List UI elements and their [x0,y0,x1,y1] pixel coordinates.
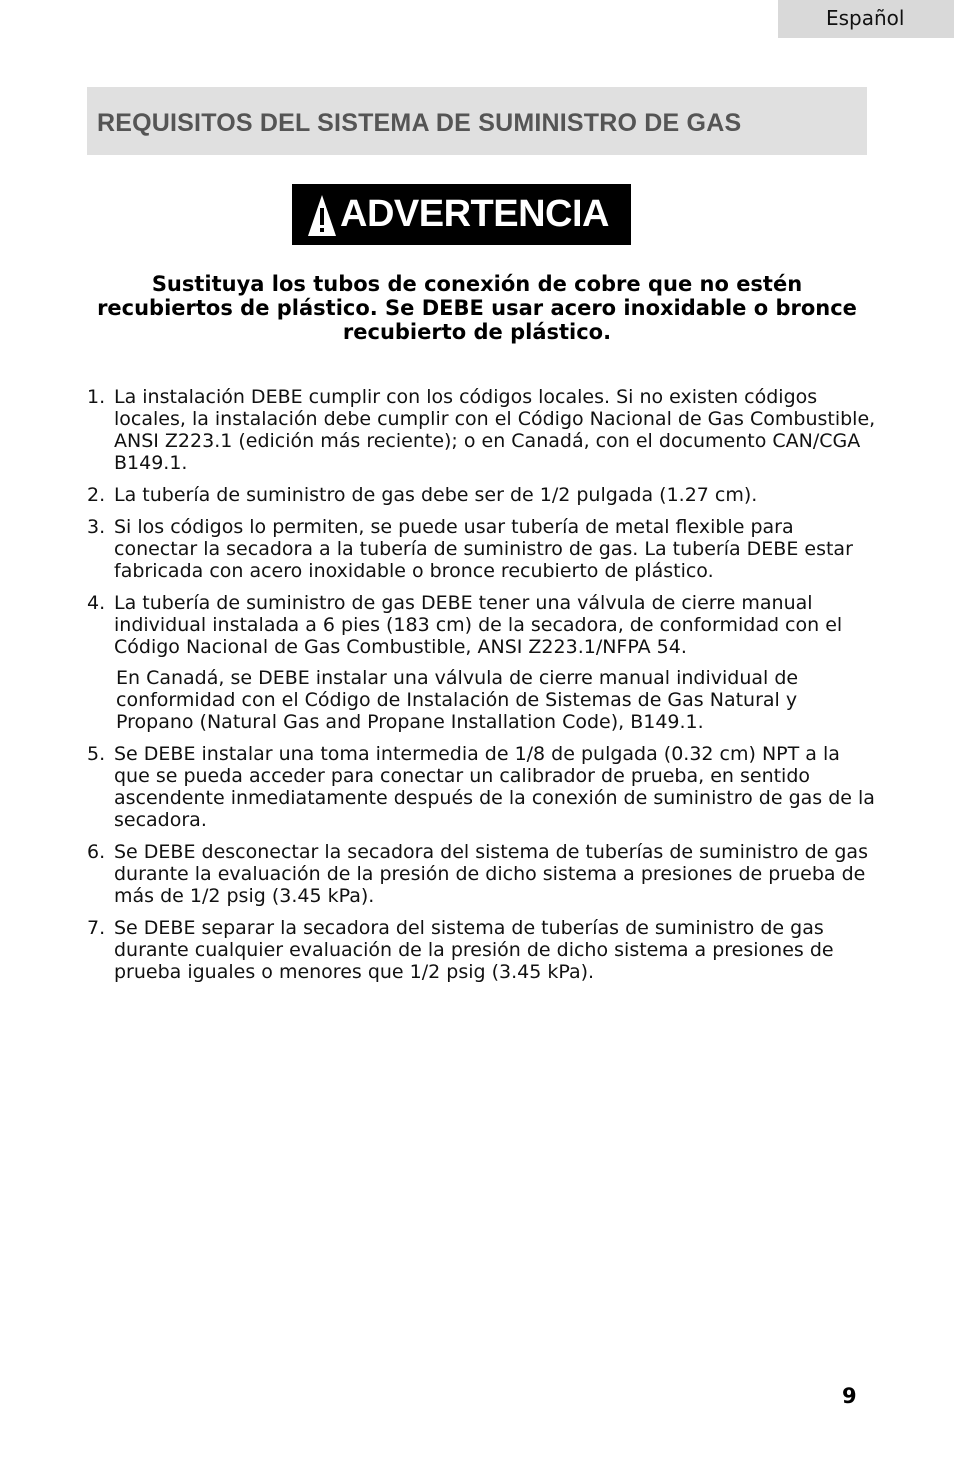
item-text: Se DEBE desconectar la secadora del sistema de tuberías de suministro de gas durante la evaluación de la presión de dicho sistema a presiones de prueba de más de 1/2 psig (3.45 kPa). [114,841,868,907]
list-item [87,743,877,831]
item-number: 7. [87,917,106,939]
page-number: 9 [842,1384,857,1408]
list-item [87,841,877,907]
item-text: Se DEBE separar la secadora del sistema de tuberías de suministro de gas durante cualquier evaluación de la presión de dicho sistema a presiones de prueba iguales o menores que 1/2 psig (3.45 kPa). [114,917,834,983]
warning-message: Sustituya los tubos de conexión de cobre que no estén recubiertos de plástico. Se DEBE usar acero inoxidable o bronce recubierto de plástico. [97,272,857,344]
item-number: 1. [87,386,106,408]
list-item [87,386,877,474]
item-text: La tubería de suministro de gas debe ser de 1/2 pulgada (1.27 cm). [114,484,758,506]
language-label: Español [826,6,905,30]
list-item [87,592,877,658]
item-text: Se DEBE instalar una toma intermedia de 1/8 de pulgada (0.32 cm) NPT a la que se pueda acceder para conectar un calibrador de prueba, en sentido ascendente inmediatamente después de la conexión de suministro de gas de la secadora. [114,743,875,831]
section-title: REQUISITOS DEL SISTEMA DE SUMINISTRO DE GAS [97,109,742,137]
section-header [87,87,867,155]
list-item [87,484,877,506]
item-number: 4. [87,592,106,614]
item-number: 6. [87,841,106,863]
requirements-list [87,386,877,993]
item-text: La instalación DEBE cumplir con los códigos locales. Si no existen códigos locales, la instalación debe cumplir con el Código Nacional de Gas Combustible, ANSI Z223.1 (edición más reciente); o en Canadá, con el documento CAN/CGA B149.1. [114,386,876,474]
item-number: 3. [87,516,106,538]
item-note-canada: En Canadá, se DEBE instalar una válvula de cierre manual individual de conformidad con el Código de Instalación de Sistemas de Gas Natural y Propano (Natural Gas and Propane Installation Code), B149.1. [116,667,799,733]
list-item [87,917,877,983]
warning-label: ADVERTENCIA [340,193,609,235]
item-number: 5. [87,743,106,765]
item-number: 2. [87,484,106,506]
list-item [87,516,877,582]
item-text: La tubería de suministro de gas DEBE tener una válvula de cierre manual individual instalada a 6 pies (183 cm) de la secadora, de conformidad con el Código Nacional de Gas Combustible, ANSI Z223.1/NFPA 54. [114,592,843,658]
warning-triangle-icon [306,192,338,238]
language-tab [778,0,954,38]
item-text: Si los códigos lo permiten, se puede usar tubería de metal flexible para conectar la secadora a la tubería de suministro de gas. La tubería DEBE estar fabricada con acero inoxidable o bronce recubierto de plástico. [114,516,853,582]
warning-banner [292,184,631,245]
